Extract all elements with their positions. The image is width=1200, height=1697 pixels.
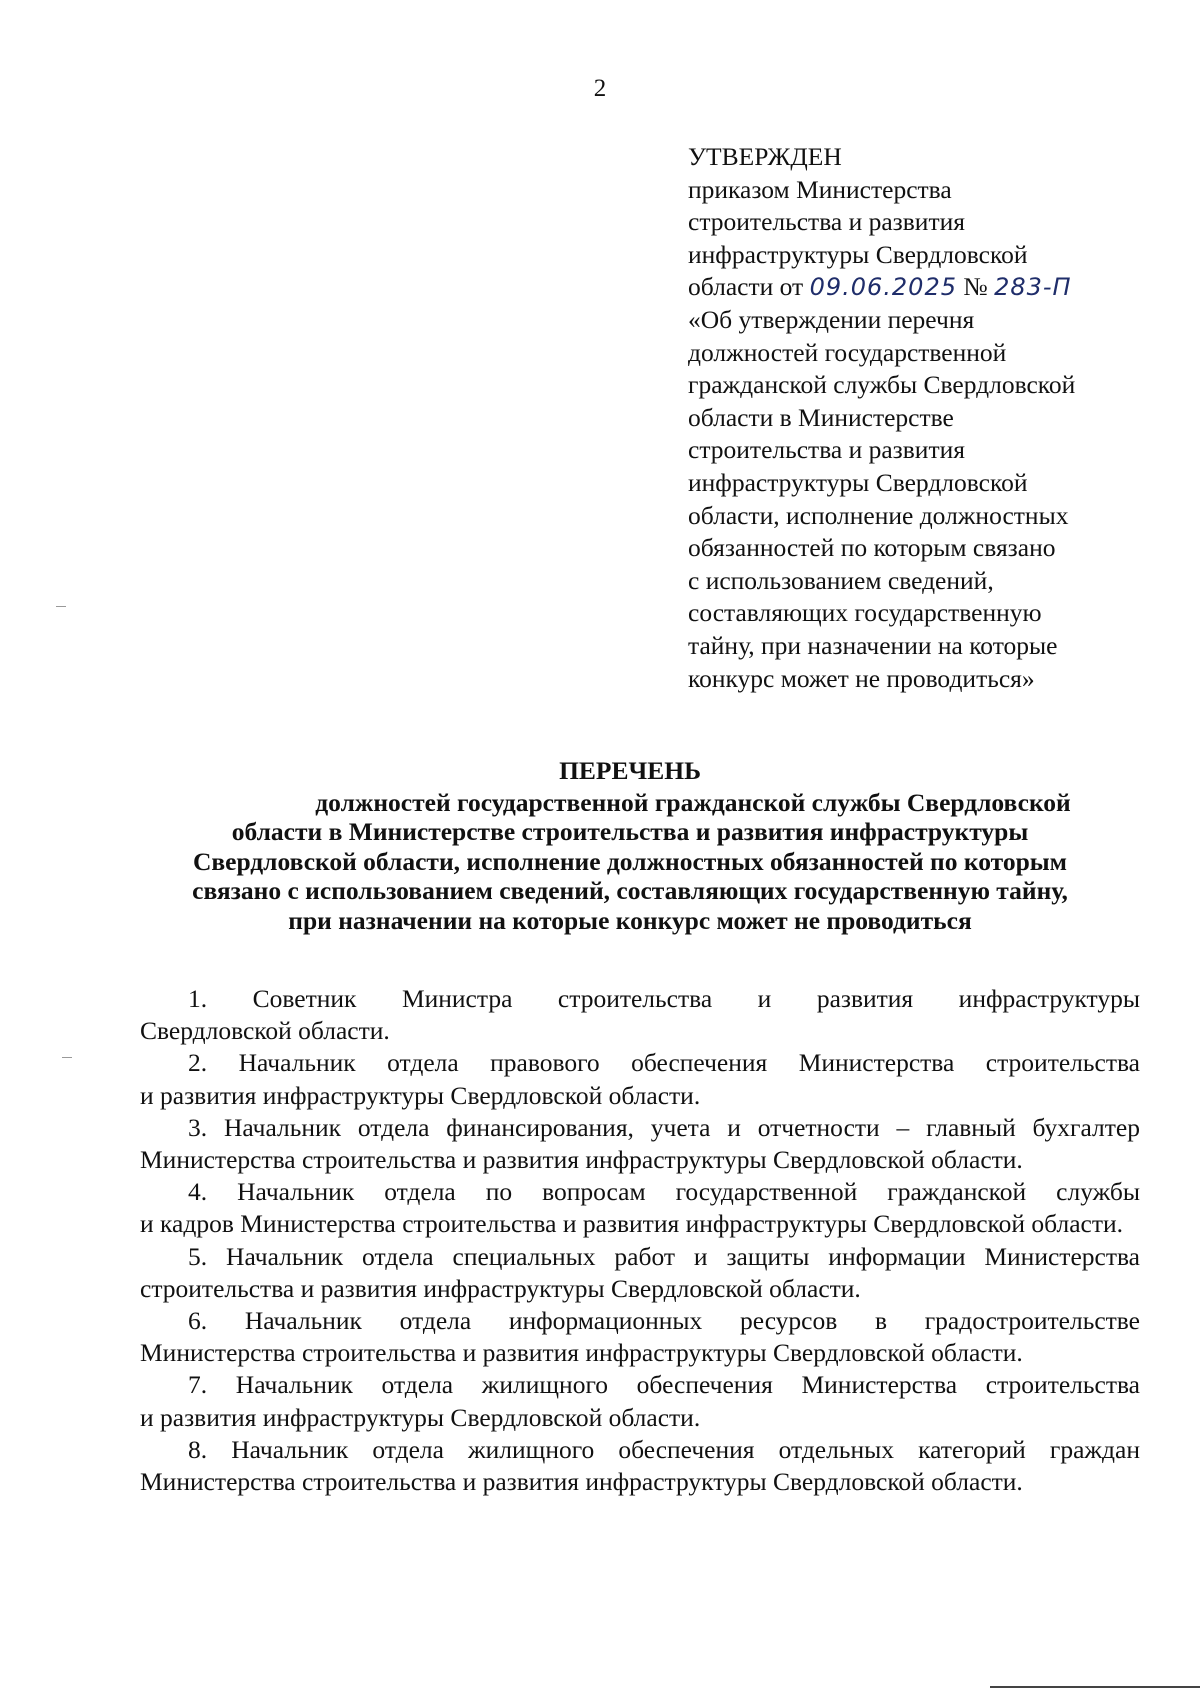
list-item — [140, 983, 1140, 1047]
handwritten-order-number: 283-П — [994, 273, 1072, 302]
approval-line: должностей государственной — [688, 337, 1007, 367]
approval-heading: УТВЕРЖДЕН — [688, 142, 842, 171]
list-item — [140, 1369, 1140, 1433]
list-item-continuation: Свердловской области. — [140, 1016, 390, 1046]
list-item-first-line: 8. Начальник отдела жилищного обеспечения отдельных категорий граждан — [188, 1434, 1140, 1464]
list-subtitle-line: Свердловской области, исполнение должностных обязанностей по которым — [192, 846, 1068, 876]
scan-margin-mark — [62, 1057, 72, 1058]
page-number: 2 — [593, 75, 607, 102]
approval-line: составляющих государственную — [688, 598, 1042, 628]
list-subtitle-line: области в Министерстве строительства и развития инфраструктуры — [231, 817, 1029, 846]
approval-line: области в Министерстве — [688, 402, 954, 432]
scan-edge-line — [990, 1686, 1200, 1688]
approval-line: с использованием сведений, — [688, 565, 994, 595]
approval-line: гражданской службы Свердловской — [688, 370, 1076, 400]
approval-line: «Об утверждении перечня — [688, 304, 975, 334]
list-item-first-line: 4. Начальник отдела по вопросам государственной гражданской службы — [188, 1177, 1140, 1207]
list-item-continuation: Министерства строительства и развития инфраструктуры Свердловской области. — [140, 1467, 1023, 1497]
scan-margin-mark — [56, 606, 66, 607]
list-item — [140, 1047, 1140, 1111]
approval-line: области, исполнение должностных — [688, 500, 1069, 530]
approval-line: обязанностей по которым связано — [688, 533, 1056, 563]
list-item-continuation: Министерства строительства и развития инфраструктуры Свердловской области. — [140, 1338, 1023, 1368]
date-prefix: области от — [688, 272, 804, 302]
list-item-first-line: 6. Начальник отдела информационных ресурсов в градостроительстве — [188, 1306, 1140, 1336]
list-item-first-line: 2. Начальник отдела правового обеспечения Министерства строительства — [188, 1048, 1140, 1078]
list-item-first-line: 7. Начальник отдела жилищного обеспечения Министерства строительства — [188, 1370, 1140, 1400]
list-item-first-line: 5. Начальник отдела специальных работ и защиты информации Министерства — [188, 1241, 1140, 1271]
positions-list — [140, 983, 1140, 1498]
approval-block — [688, 141, 1168, 695]
list-item — [140, 1434, 1140, 1498]
list-item-continuation: и развития инфраструктуры Свердловской области. — [140, 1080, 701, 1110]
handwritten-date: 09.06.2025 — [809, 273, 957, 302]
approval-line: инфраструктуры Свердловской — [688, 467, 1028, 497]
list-item — [140, 1112, 1140, 1176]
list-item — [140, 1241, 1140, 1305]
list-item-continuation: и развития инфраструктуры Свердловской области. — [140, 1402, 701, 1432]
list-item — [140, 1305, 1140, 1369]
approval-line: инфраструктуры Свердловской — [688, 239, 1028, 269]
list-item-continuation: Министерства строительства и развития инфраструктуры Свердловской области. — [140, 1145, 1023, 1175]
list-item-continuation: и кадров Министерства строительства и развития инфраструктуры Свердловской области. — [140, 1209, 1124, 1239]
approval-line: строительства и развития — [688, 207, 965, 237]
approval-line: тайну, при назначении на которые — [688, 630, 1058, 660]
approval-date-line — [688, 271, 1168, 304]
list-subtitle-line: должностей государственной гражданской службы Свердловской — [315, 787, 1071, 817]
list-subtitle-line: при назначении на которые конкурс может не проводиться — [288, 905, 972, 935]
list-subtitle-line: связано с использованием сведений, составляющих государственную тайну, — [192, 876, 1068, 905]
list-heading: ПЕРЕЧЕНЬ — [559, 756, 701, 785]
list-title-block — [128, 756, 1132, 935]
list-item — [140, 1176, 1140, 1240]
list-item-continuation: строительства и развития инфраструктуры Свердловской области. — [140, 1273, 861, 1303]
approval-line: приказом Министерства — [688, 174, 952, 204]
list-item-first-line: 1. Советник Министра строительства и развития инфраструктуры — [188, 984, 1140, 1013]
approval-line: конкурс может не проводиться» — [688, 663, 1035, 693]
list-item-first-line: 3. Начальник отдела финансирования, учета и отчетности – главный бухгалтер — [188, 1112, 1140, 1142]
approval-line: строительства и развития — [688, 435, 965, 465]
number-sign: № — [963, 272, 988, 302]
